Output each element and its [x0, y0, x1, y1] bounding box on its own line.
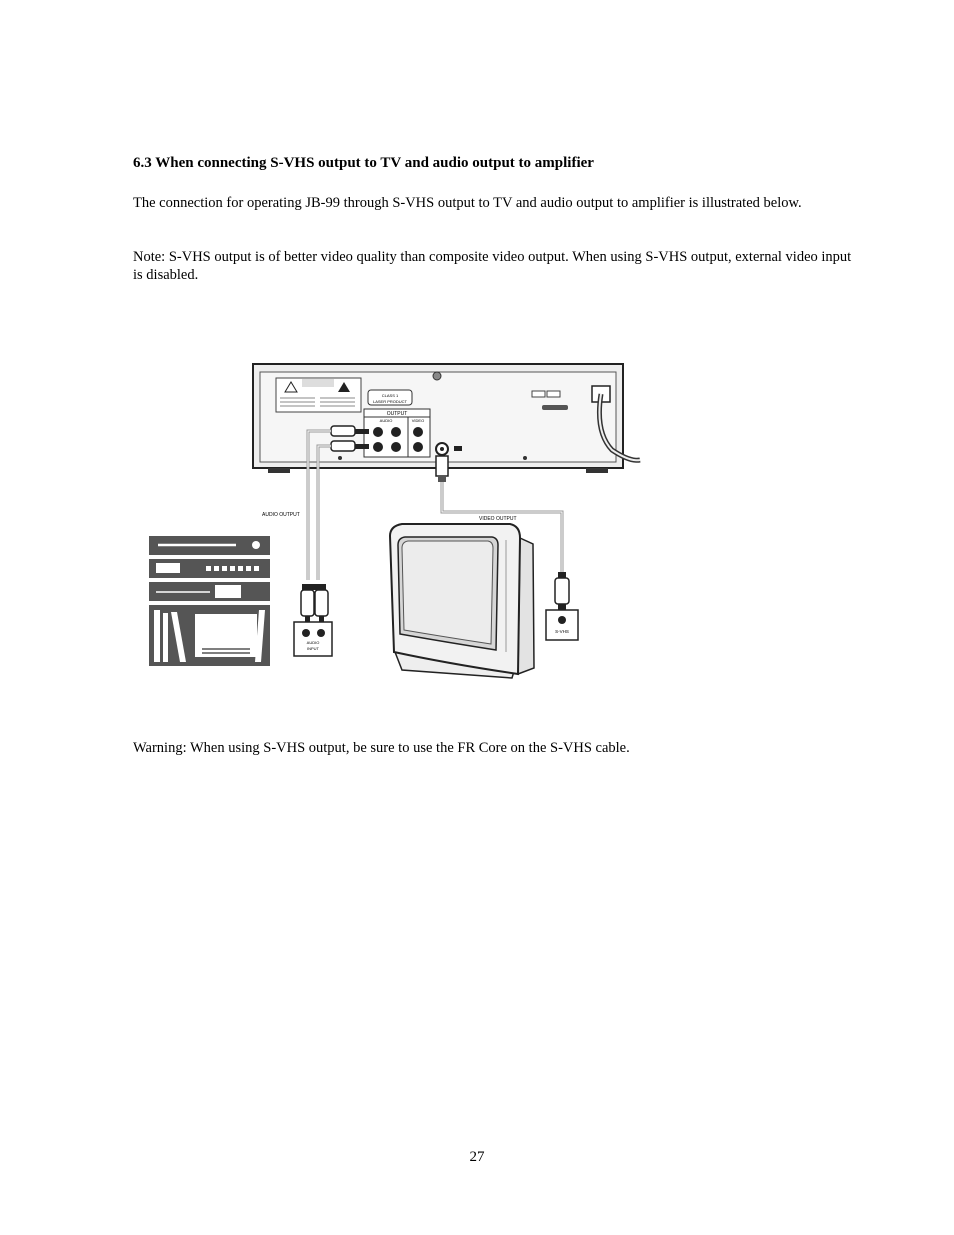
class-label-line2: LASER PRODUCT [372, 399, 408, 404]
warning-paragraph: Warning: When using S-VHS output, be sure to use the FR Core on the S-VHS cable. [133, 740, 630, 756]
connection-diagram [140, 352, 650, 692]
page-number: 27 [469, 1149, 485, 1165]
video-jack-label: VIDEO [411, 418, 425, 423]
section-heading: 6.3 When connecting S-VHS output to TV and audio output to amplifier [133, 155, 594, 171]
intro-paragraph: The connection for operating JB-99 through S-VHS output to TV and audio output to amplifier is illustrated below. [133, 195, 802, 211]
svhs-label: S-VHS [555, 629, 569, 634]
audio-jack-label: AUDIO [379, 418, 393, 423]
note-paragraph: Note: S-VHS output is of better video quality than composite video output. When using S-VHS output, external video input is disabled. [133, 249, 852, 283]
audio-input-line1: AUDIO [306, 640, 320, 645]
television [390, 524, 534, 678]
video-output-label: VIDEO OUTPUT [479, 516, 517, 522]
audio-input-line2: INPUT [307, 646, 319, 651]
class-label-line1: CLASS 1 [381, 393, 399, 398]
amplifier-stack [149, 536, 270, 666]
svhs-input-connector [546, 572, 578, 640]
audio-output-label: AUDIO OUTPUT [262, 512, 300, 518]
audio-input-connector [294, 584, 332, 656]
output-label: OUTPUT [386, 411, 408, 417]
